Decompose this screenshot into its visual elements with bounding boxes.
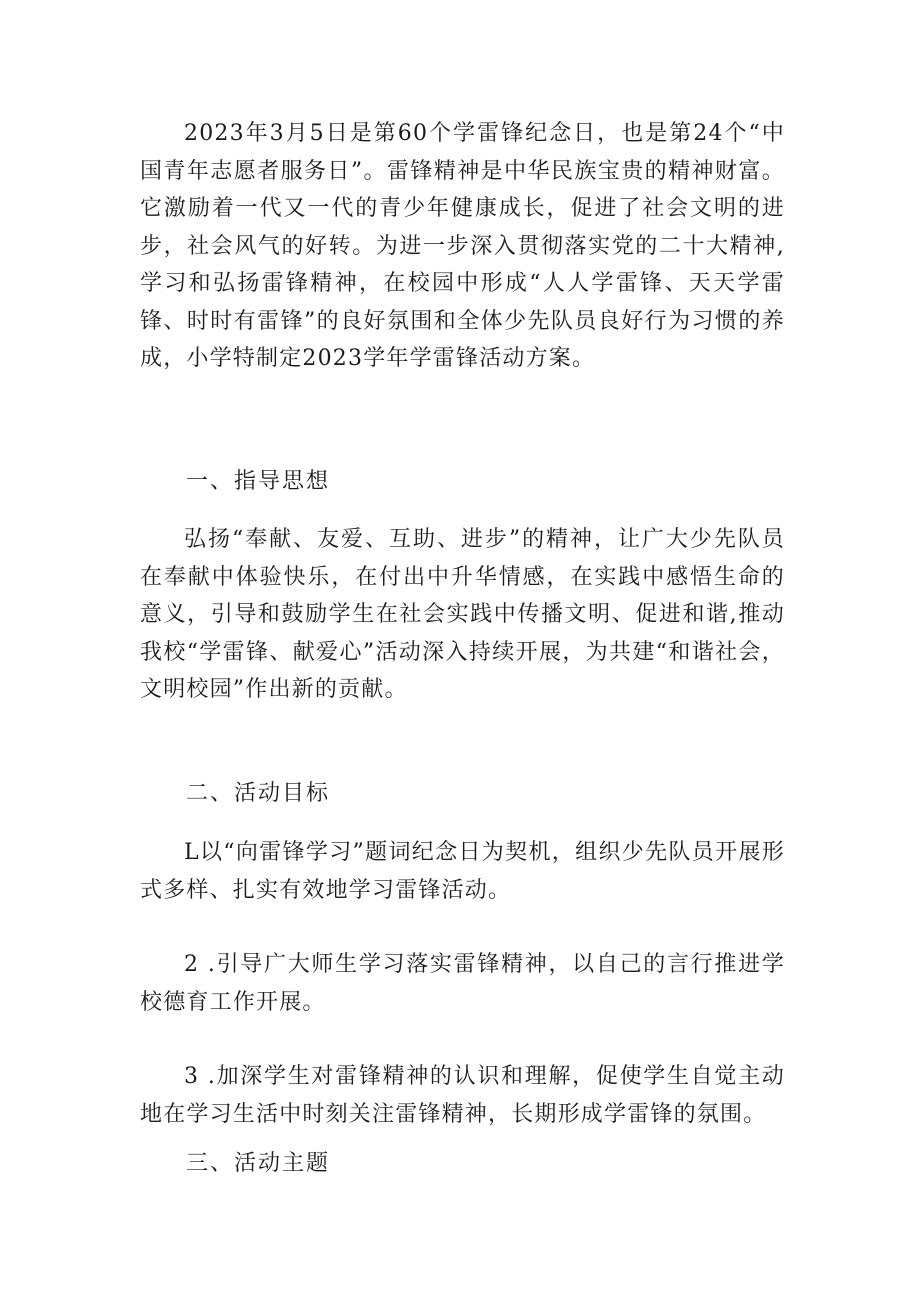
goal-item-2: 2 .引导广大师生学习落实雷锋精神，以自己的言行推进学校德育工作开展。 xyxy=(140,952,785,1015)
section-heading-activity-theme: 三、活动主题 xyxy=(186,1151,331,1176)
section-heading-activity-goals: 二、活动目标 xyxy=(186,781,331,806)
goal-item-1: L以“向雷锋学习”题词纪念日为契机，组织少先队员开展形式多样、扎实有效地学习雷锋活动。 xyxy=(140,840,785,903)
section-heading-guiding-ideology: 一、指导思想 xyxy=(186,469,331,494)
guiding-ideology-paragraph: 弘扬“奉献、友爱、互助、进步”的精神，让广大少先队员在奉献中体验快乐，在付出中升华情感，在实践中感悟生命的意义，引导和鼓励学生在社会实践中传播文明、促进和谐,推动我校“学雷锋、献爱心”活动深入持续开展，为共建“和谐社会，文明校园”作出新的贡献。 xyxy=(140,527,785,702)
intro-paragraph: 2023年3月5日是第60个学雷锋纪念日，也是第24个“中国青年志愿者服务日”。雷锋精神是中华民族宝贵的精神财富。它激励着一代又一代的青少年健康成长，促进了社会文明的进步，社会风气的好转。为进一步深入贯彻落实党的二十大精神,学习和弘扬雷锋精神，在校园中形成“人人学雷锋、天天学雷锋、时时有雷锋”的良好氛围和全体少先队员良好行为习惯的养成，小学特制定2023学年学雷锋活动方案。 xyxy=(140,121,785,371)
goal-item-3: 3 .加深学生对雷锋精神的认识和理解，促使学生自觉主动地在学习生活中时刻关注雷锋精神，长期形成学雷锋的氛围。 xyxy=(140,1064,785,1127)
